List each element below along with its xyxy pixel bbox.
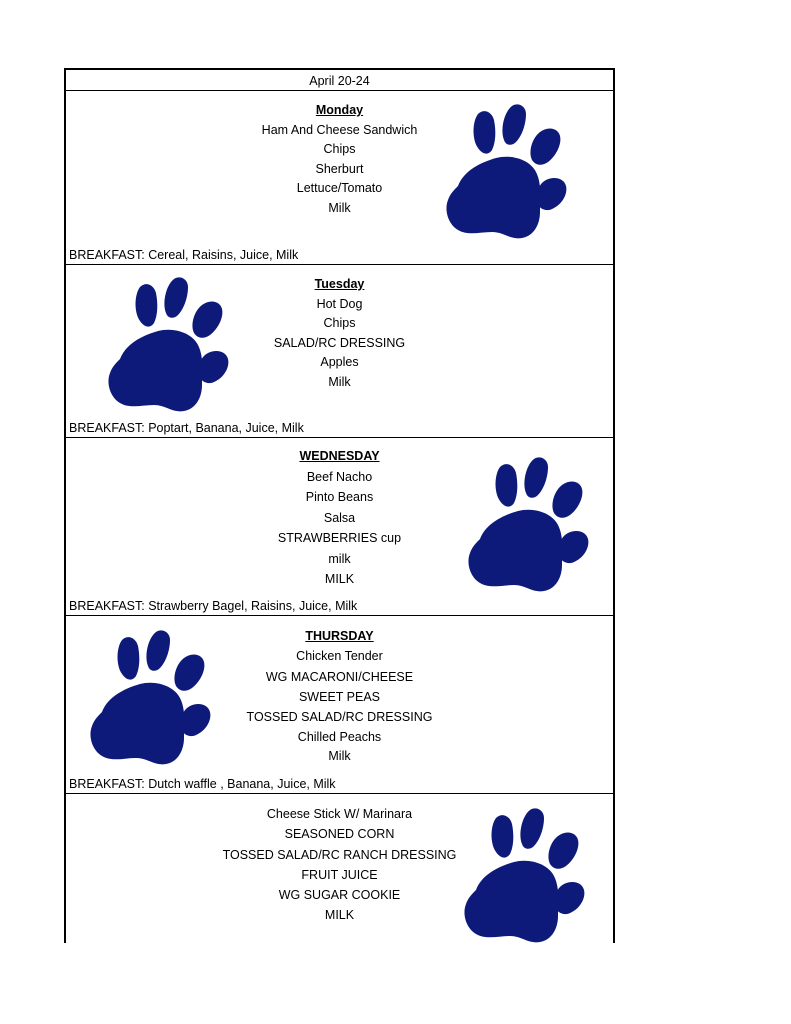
menu-item: MILK [324, 572, 355, 586]
menu-item: Pinto Beans [305, 490, 374, 504]
menu-item: Chilled Peachs [297, 730, 382, 745]
menu-item: MILK [324, 908, 355, 923]
day-title: WEDNESDAY [299, 449, 380, 463]
menu-item: Apples [320, 355, 359, 369]
paw-print-icon [106, 273, 238, 415]
paw-print-icon [444, 100, 576, 242]
day-section-monday [66, 90, 613, 265]
day-section-tuesday [66, 265, 613, 438]
day-title: Monday [315, 103, 364, 117]
menu-item: TOSSED SALAD/RC RANCH DRESSING [222, 847, 457, 862]
menu-item: Beef Nacho [306, 469, 373, 484]
menu-item: SEASONED CORN [284, 827, 395, 842]
day-title: Tuesday [314, 277, 365, 291]
menu-item: STRAWBERRIES cup [277, 531, 402, 545]
menu-item: Salsa [323, 510, 356, 525]
breakfast-line: BREAKFAST: Poptart, Banana, Juice, Milk [69, 421, 304, 435]
menu-item: Chips [323, 142, 356, 156]
date-range-header: April 20-24 [66, 70, 613, 91]
day-section-friday [66, 794, 613, 943]
menu-item: Cheese Stick W/ Marinara [266, 807, 413, 821]
menu-item: SWEET PEAS [298, 689, 381, 704]
menu-item: Chips [323, 316, 356, 330]
menu-item: Milk [328, 748, 351, 763]
menu-item: Milk [328, 374, 351, 389]
paw-print-icon [88, 626, 220, 768]
menu-item: FRUIT JUICE [301, 867, 378, 882]
day-section-thursday [66, 616, 613, 794]
menu-item: TOSSED SALAD/RC DRESSING [246, 710, 433, 725]
menu-item: Hot Dog [316, 296, 363, 311]
menu-item: Sherburt [315, 161, 364, 176]
breakfast-line: BREAKFAST: Strawberry Bagel, Raisins, Juice, Milk [69, 599, 358, 613]
breakfast-line: BREAKFAST: Dutch waffle , Banana, Juice, Milk [69, 777, 336, 791]
menu-item: Lettuce/Tomato [296, 181, 383, 195]
paw-print-icon [466, 453, 598, 595]
menu-item: Milk [328, 200, 351, 215]
menu-item: WG SUGAR COOKIE [278, 888, 401, 903]
menu-sheet [64, 68, 615, 943]
day-section-wednesday [66, 438, 613, 616]
breakfast-line: BREAKFAST: Cereal, Raisins, Juice, Milk [69, 248, 299, 262]
day-title: THURSDAY [305, 629, 374, 643]
menu-item: SALAD/RC DRESSING [273, 335, 406, 350]
menu-item: WG MACARONI/CHEESE [265, 669, 414, 684]
menu-item: milk [328, 551, 351, 566]
menu-item: Chicken Tender [296, 649, 383, 664]
paw-print-icon [462, 804, 594, 946]
menu-item: Ham And Cheese Sandwich [261, 122, 418, 137]
